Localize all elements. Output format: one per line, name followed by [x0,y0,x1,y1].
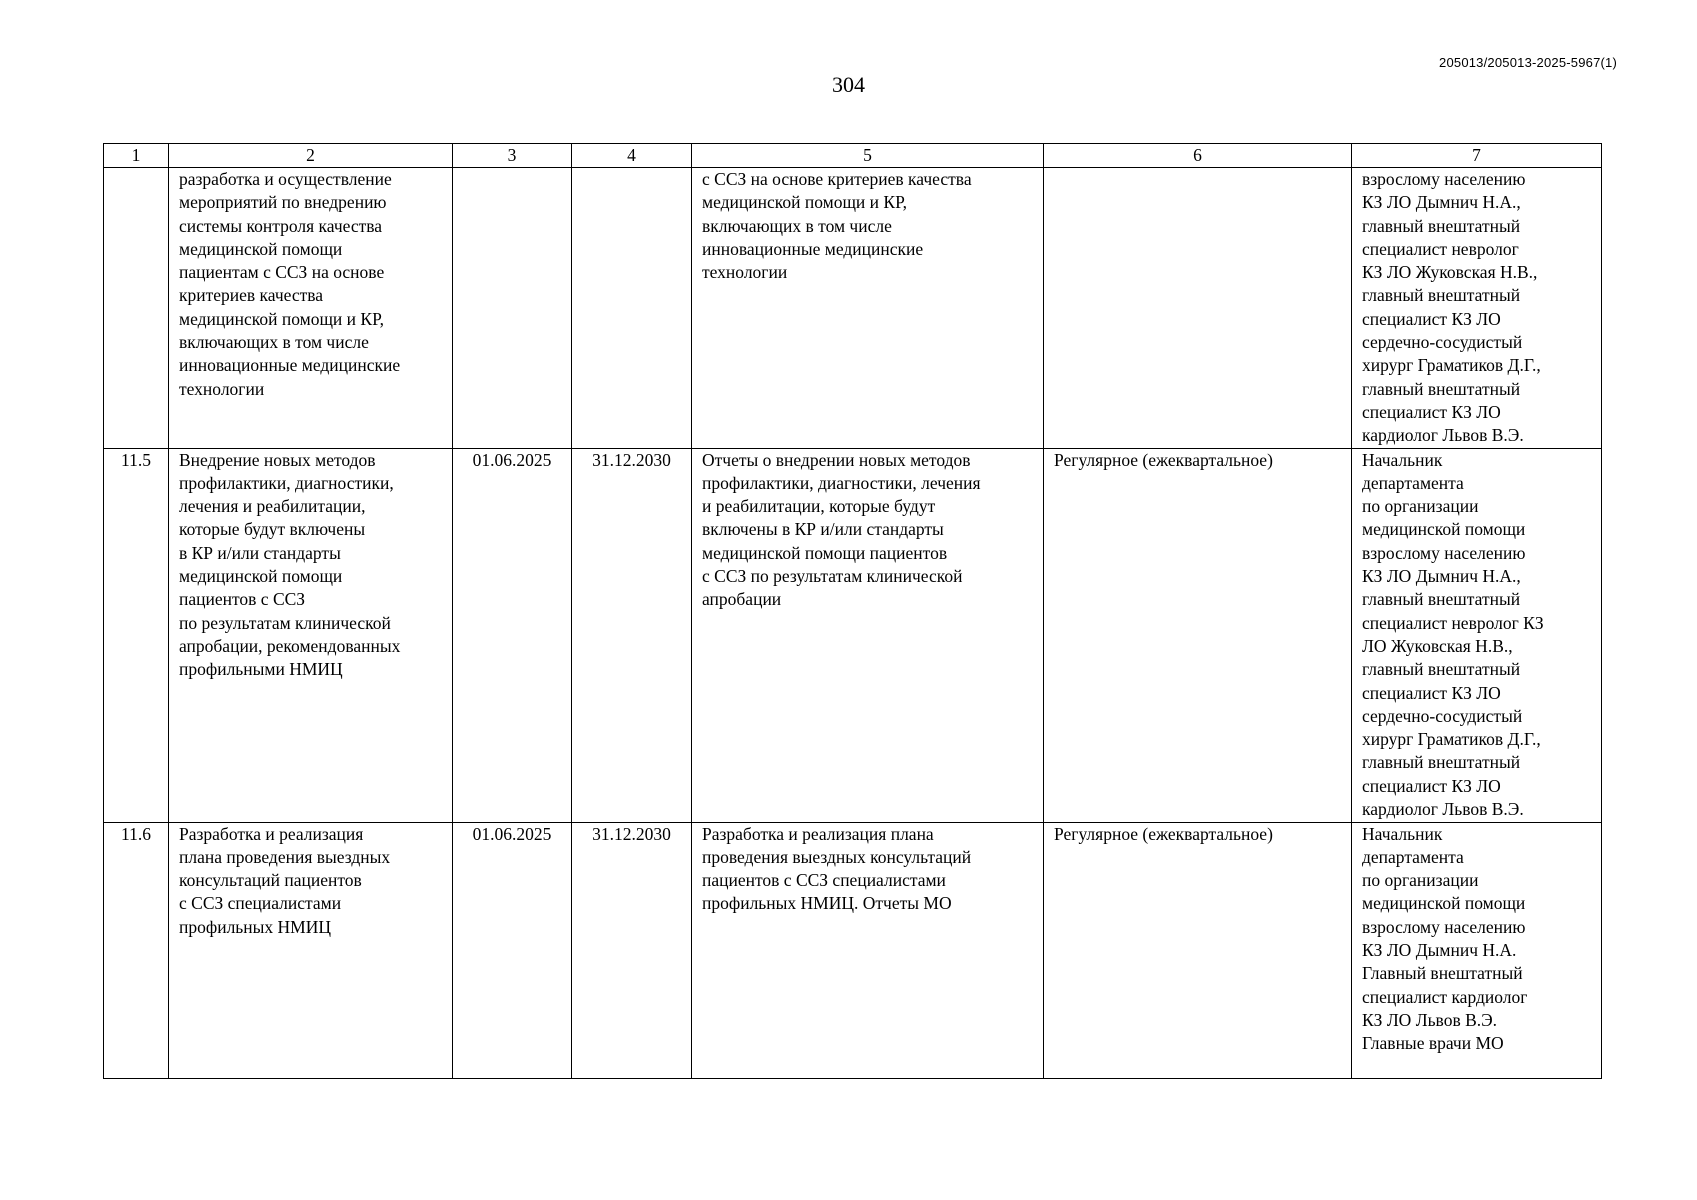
column-header: 1 [104,144,169,168]
activity-cell: Разработка и реализация плана проведения выездных консультаций пациентов с ССЗ специалистами профильных НМИЦ [169,822,453,1078]
start-date-cell: 01.06.2025 [453,822,572,1078]
column-header: 6 [1044,144,1352,168]
column-header: 3 [453,144,572,168]
plan-table [103,143,1602,1079]
column-header: 7 [1352,144,1602,168]
type-cell [1044,168,1352,449]
table-row [104,448,1602,822]
row-number: 11.6 [104,822,169,1078]
document-id: 205013/205013-2025-5967(1) [1439,55,1617,70]
start-date-cell [453,168,572,449]
activity-cell: разработка и осуществление мероприятий по внедрению системы контроля качества медицинской помощи пациентам с ССЗ на основе критериев качества медицинской помощи и КР, включающих в том числе инновационные медицинские технологии [169,168,453,449]
type-cell: Регулярное (ежеквартальное) [1044,822,1352,1078]
result-cell: Разработка и реализация плана проведения выездных консультаций пациентов с ССЗ специалистами профильных НМИЦ. Отчеты МО [692,822,1044,1078]
end-date-cell [572,168,692,449]
table-row [104,822,1602,1078]
responsible-cell: Начальник департамента по организации медицинской помощи взрослому населению КЗ ЛО Дымнич Н.А., главный внештатный специалист невролог КЗ ЛО Жуковская Н.В., главный внештатный специалист КЗ ЛО сердечно-сосудистый хирург Граматиков Д.Г., главный внештатный специалист КЗ ЛО кардиолог Львов В.Э. [1352,448,1602,822]
table-header-row [104,144,1602,168]
column-header: 4 [572,144,692,168]
row-number: 11.5 [104,448,169,822]
start-date-cell: 01.06.2025 [453,448,572,822]
responsible-cell: взрослому населению КЗ ЛО Дымнич Н.А., главный внештатный специалист невролог КЗ ЛО Жуковская Н.В., главный внештатный специалист КЗ ЛО сердечно-сосудистый хирург Граматиков Д.Г., главный внештатный специалист КЗ ЛО кардиолог Львов В.Э. [1352,168,1602,449]
page-number: 304 [832,72,865,97]
responsible-cell: Начальник департамента по организации медицинской помощи взрослому населению КЗ ЛО Дымнич Н.А. Главный внештатный специалист кардиолог КЗ ЛО Львов В.Э. Главные врачи МО [1352,822,1602,1078]
end-date-cell: 31.12.2030 [572,448,692,822]
result-cell: с ССЗ на основе критериев качества медицинской помощи и КР, включающих в том числе инновационные медицинские технологии [692,168,1044,449]
row-number [104,168,169,449]
result-cell: Отчеты о внедрении новых методов профилактики, диагностики, лечения и реабилитации, которые будут включены в КР и/или стандарты медицинской помощи пациентов с ССЗ по результатам клинической апробации [692,448,1044,822]
column-header: 2 [169,144,453,168]
activity-cell: Внедрение новых методов профилактики, диагностики, лечения и реабилитации, которые будут включены в КР и/или стандарты медицинской помощи пациентов с ССЗ по результатам клинической апробации, рекомендованных профильными НМИЦ [169,448,453,822]
end-date-cell: 31.12.2030 [572,822,692,1078]
table-row [104,168,1602,449]
type-cell: Регулярное (ежеквартальное) [1044,448,1352,822]
column-header: 5 [692,144,1044,168]
